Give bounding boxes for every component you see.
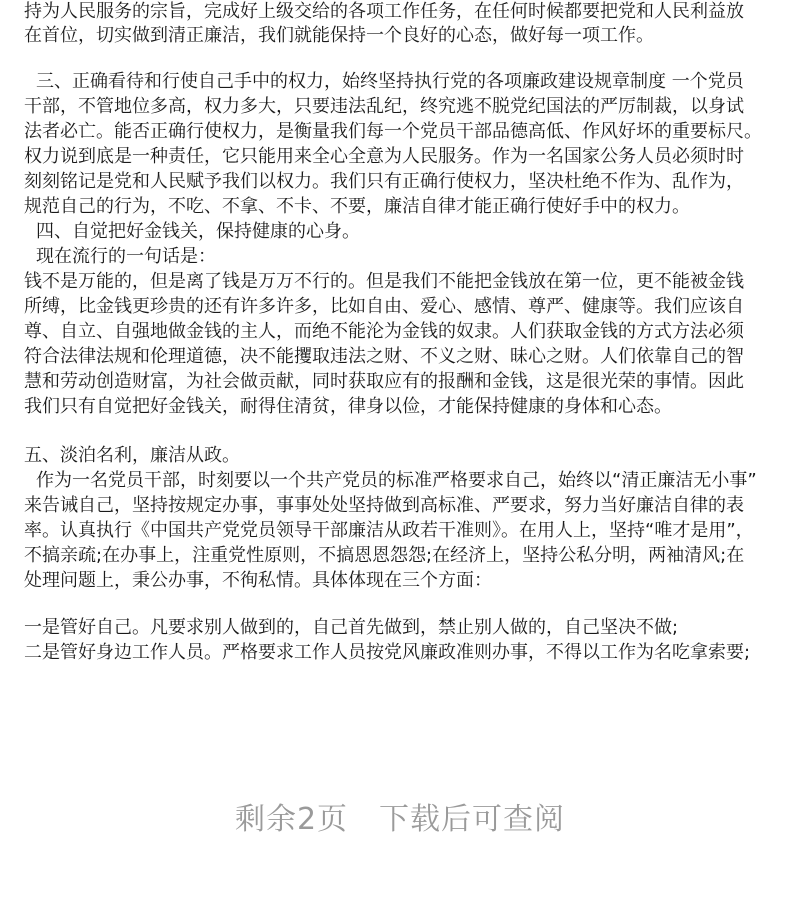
text-line: 干部，不管地位多高，权力多大，只要违法乱纪，终究逃不脱党纪国法的严厉制裁，以身试 xyxy=(24,96,744,117)
text-line: 来告诫自己，坚持按规定办事，事事处处坚持做到高标准、严要求，努力当好廉洁自律的表 xyxy=(24,495,744,516)
section-heading: 三、正确看待和行使自己手中的权力，始终坚持执行党的各项廉政建设规章制度 一个党员 xyxy=(36,71,744,92)
text-line: 钱不是万能的，但是离了钱是万万不行的。但是我们不能把金钱放在第一位，更不能被金钱 xyxy=(24,271,744,292)
text-line: 一是管好自己。凡要求别人做到的，自己首先做到，禁止别人做的，自己坚决不做; xyxy=(24,617,679,638)
text-line: 现在流行的一句话是： xyxy=(36,246,216,267)
text-line: 规范自己的行为，不吃、不拿、不卡、不要，廉洁自律才能正确行使好手中的权力。 xyxy=(24,196,690,217)
text-line: 我们只有自觉把好金钱关，耐得住清贫，律身以俭，才能保持健康的身体和心态。 xyxy=(24,396,672,417)
text-line: 法者必亡。能否正确行使权力，是衡量我们每一个党员干部品德高低、作风好坏的重要标尺。 xyxy=(24,121,762,142)
text-line: 持为人民服务的宗旨，完成好上级交给的各项工作任务，在任何时候都要把党和人民利益放 xyxy=(24,1,744,22)
text-line: 作为一名党员干部，时刻要以一个共产党员的标准严格要求自己，始终以“清正廉洁无小事” xyxy=(36,470,757,491)
text-line: 所缚，比金钱更珍贵的还有许多许多，比如自由、爱心、感情、尊严、健康等。我们应该自 xyxy=(24,296,744,317)
text-line: 二是管好身边工作人员。严格要求工作人员按党风廉政准则办事，不得以工作为名吃拿索要; xyxy=(24,642,751,663)
text-line: 处理问题上，秉公办事，不徇私情。具体体现在三个方面： xyxy=(24,570,492,591)
section-heading: 四、自觉把好金钱关，保持健康的心身。 xyxy=(36,221,360,242)
text-line: 刻刻铭记是党和人民赋予我们以权力。我们只有正确行使权力，坚决杜绝不作为、乱作为， xyxy=(24,171,744,192)
text-line: 权力说到底是一种责任，它只能用来全心全意为人民服务。作为一名国家公务人员必须时时 xyxy=(24,146,744,167)
remaining-pages-notice[interactable]: 剩余2页 下载后可查阅 xyxy=(234,802,566,837)
text-line: 尊、自立、自强地做金钱的主人，而绝不能沦为金钱的奴隶。人们获取金钱的方式方法必须 xyxy=(24,321,744,342)
text-line: 率。认真执行《中国共产党党员领导干部廉洁从政若干准则》。在用人上，坚持“唯才是用”， xyxy=(24,520,754,541)
text-line: 在首位，切实做到清正廉洁，我们就能保持一个良好的心态，做好每一项工作。 xyxy=(24,25,654,46)
section-heading: 五、淡泊名利，廉洁从政。 xyxy=(24,445,240,466)
text-line: 慧和劳动创造财富，为社会做贡献，同时获取应有的报酬和金钱，这是很光荣的事情。因此 xyxy=(24,371,744,392)
text-line: 不搞亲疏;在办事上，注重党性原则，不搞恩恩怨怨;在经济上，坚持公私分明，两袖清风;在 xyxy=(24,545,745,566)
text-line: 符合法律法规和伦理道德，决不能攫取违法之财、不义之财、昧心之财。人们依靠自己的智 xyxy=(24,346,744,367)
